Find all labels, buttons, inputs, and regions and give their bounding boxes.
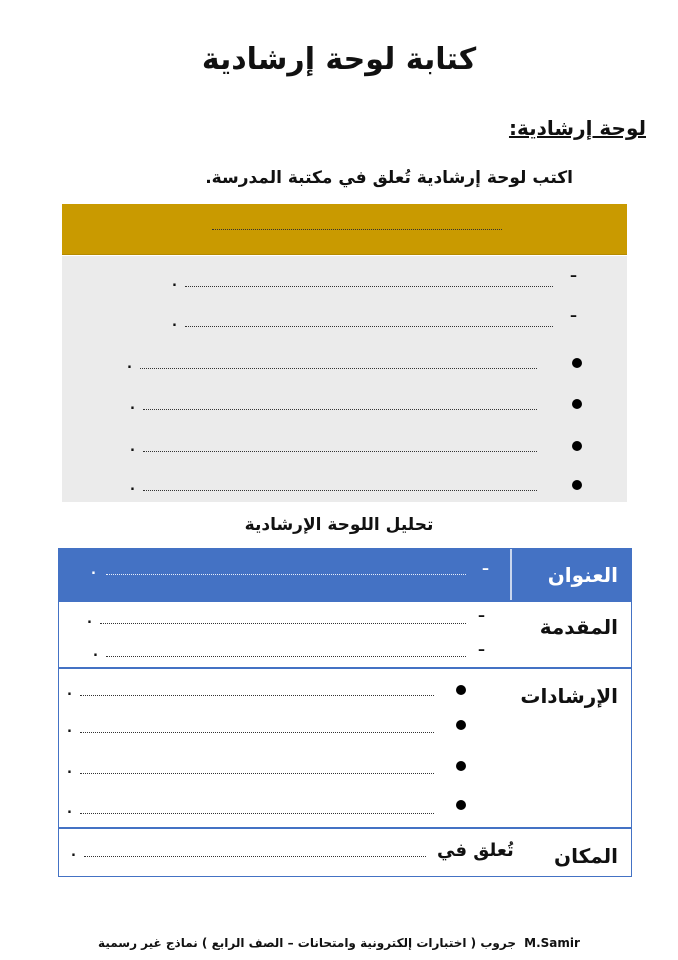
title-row-period: . — [91, 563, 96, 578]
poster-body — [62, 256, 627, 502]
instructions-bullet — [456, 720, 466, 730]
footer — [0, 936, 678, 950]
poster-period: . — [172, 315, 177, 330]
intro-row-period: . — [87, 612, 92, 627]
poster-dash-2: – — [570, 308, 577, 324]
poster-bullet — [572, 399, 582, 409]
poster-title-line[interactable] — [212, 229, 502, 230]
section-label: لوحة إرشادية: — [508, 116, 646, 140]
poster-instruction-line-1[interactable] — [140, 368, 537, 369]
title-row-line[interactable] — [106, 574, 466, 575]
poster-bullet — [572, 358, 582, 368]
instructions-row-label: الإرشادات — [520, 684, 618, 708]
instructions-line-3[interactable] — [80, 773, 434, 774]
poster-dash-1: – — [570, 268, 577, 284]
footer-author: M.Samir — [524, 936, 580, 950]
intro-row-line-2[interactable] — [106, 656, 466, 657]
intro-row-label: المقدمة — [539, 615, 618, 639]
place-prefix: تُعلق في — [437, 840, 514, 861]
row-divider — [59, 600, 631, 602]
place-row-label: المكان — [554, 844, 618, 868]
instructions-bullet — [456, 685, 466, 695]
place-line[interactable] — [84, 856, 426, 857]
poster-period: . — [130, 479, 135, 494]
poster-period: . — [130, 398, 135, 413]
intro-row-line-1[interactable] — [100, 623, 466, 624]
instructions-line-1[interactable] — [80, 695, 434, 696]
row-divider — [59, 667, 631, 669]
place-period: . — [71, 845, 76, 860]
row-divider — [59, 827, 631, 829]
instructions-period: . — [67, 684, 72, 699]
instructions-bullet — [456, 800, 466, 810]
title-row-label: العنوان — [547, 563, 618, 587]
poster-intro-line-2[interactable] — [185, 326, 553, 327]
instructions-period: . — [67, 762, 72, 777]
poster-period: . — [127, 357, 132, 372]
poster-bullet — [572, 480, 582, 490]
intro-row-dash: – — [478, 642, 485, 658]
intro-row-dash: – — [478, 608, 485, 624]
title-row-separator — [510, 549, 512, 600]
instructions-period: . — [67, 721, 72, 736]
poster-period: . — [172, 275, 177, 290]
poster-instruction-line-2[interactable] — [143, 409, 537, 410]
footer-text: جروب ( اختبارات إلكترونية وامتحانات – الصف الرابع ) نماذج غير رسمية — [98, 936, 516, 950]
analysis-title: تحليل اللوحة الإرشادية — [244, 515, 434, 535]
poster-period: . — [130, 440, 135, 455]
page-title: كتابة لوحة إرشادية — [201, 42, 477, 77]
instructions-bullet — [456, 761, 466, 771]
poster-intro-line-1[interactable] — [185, 286, 553, 287]
poster-bullet — [572, 441, 582, 451]
instructions-period: . — [67, 802, 72, 817]
poster-instruction-line-3[interactable] — [143, 451, 537, 452]
instruction-text: اكتب لوحة إرشادية تُعلق في مكتبة المدرسة. — [205, 168, 573, 188]
title-row-dash: – — [482, 561, 489, 577]
intro-row-period: . — [93, 645, 98, 660]
instructions-line-4[interactable] — [80, 813, 434, 814]
instructions-line-2[interactable] — [80, 732, 434, 733]
poster-instruction-line-4[interactable] — [143, 490, 537, 491]
